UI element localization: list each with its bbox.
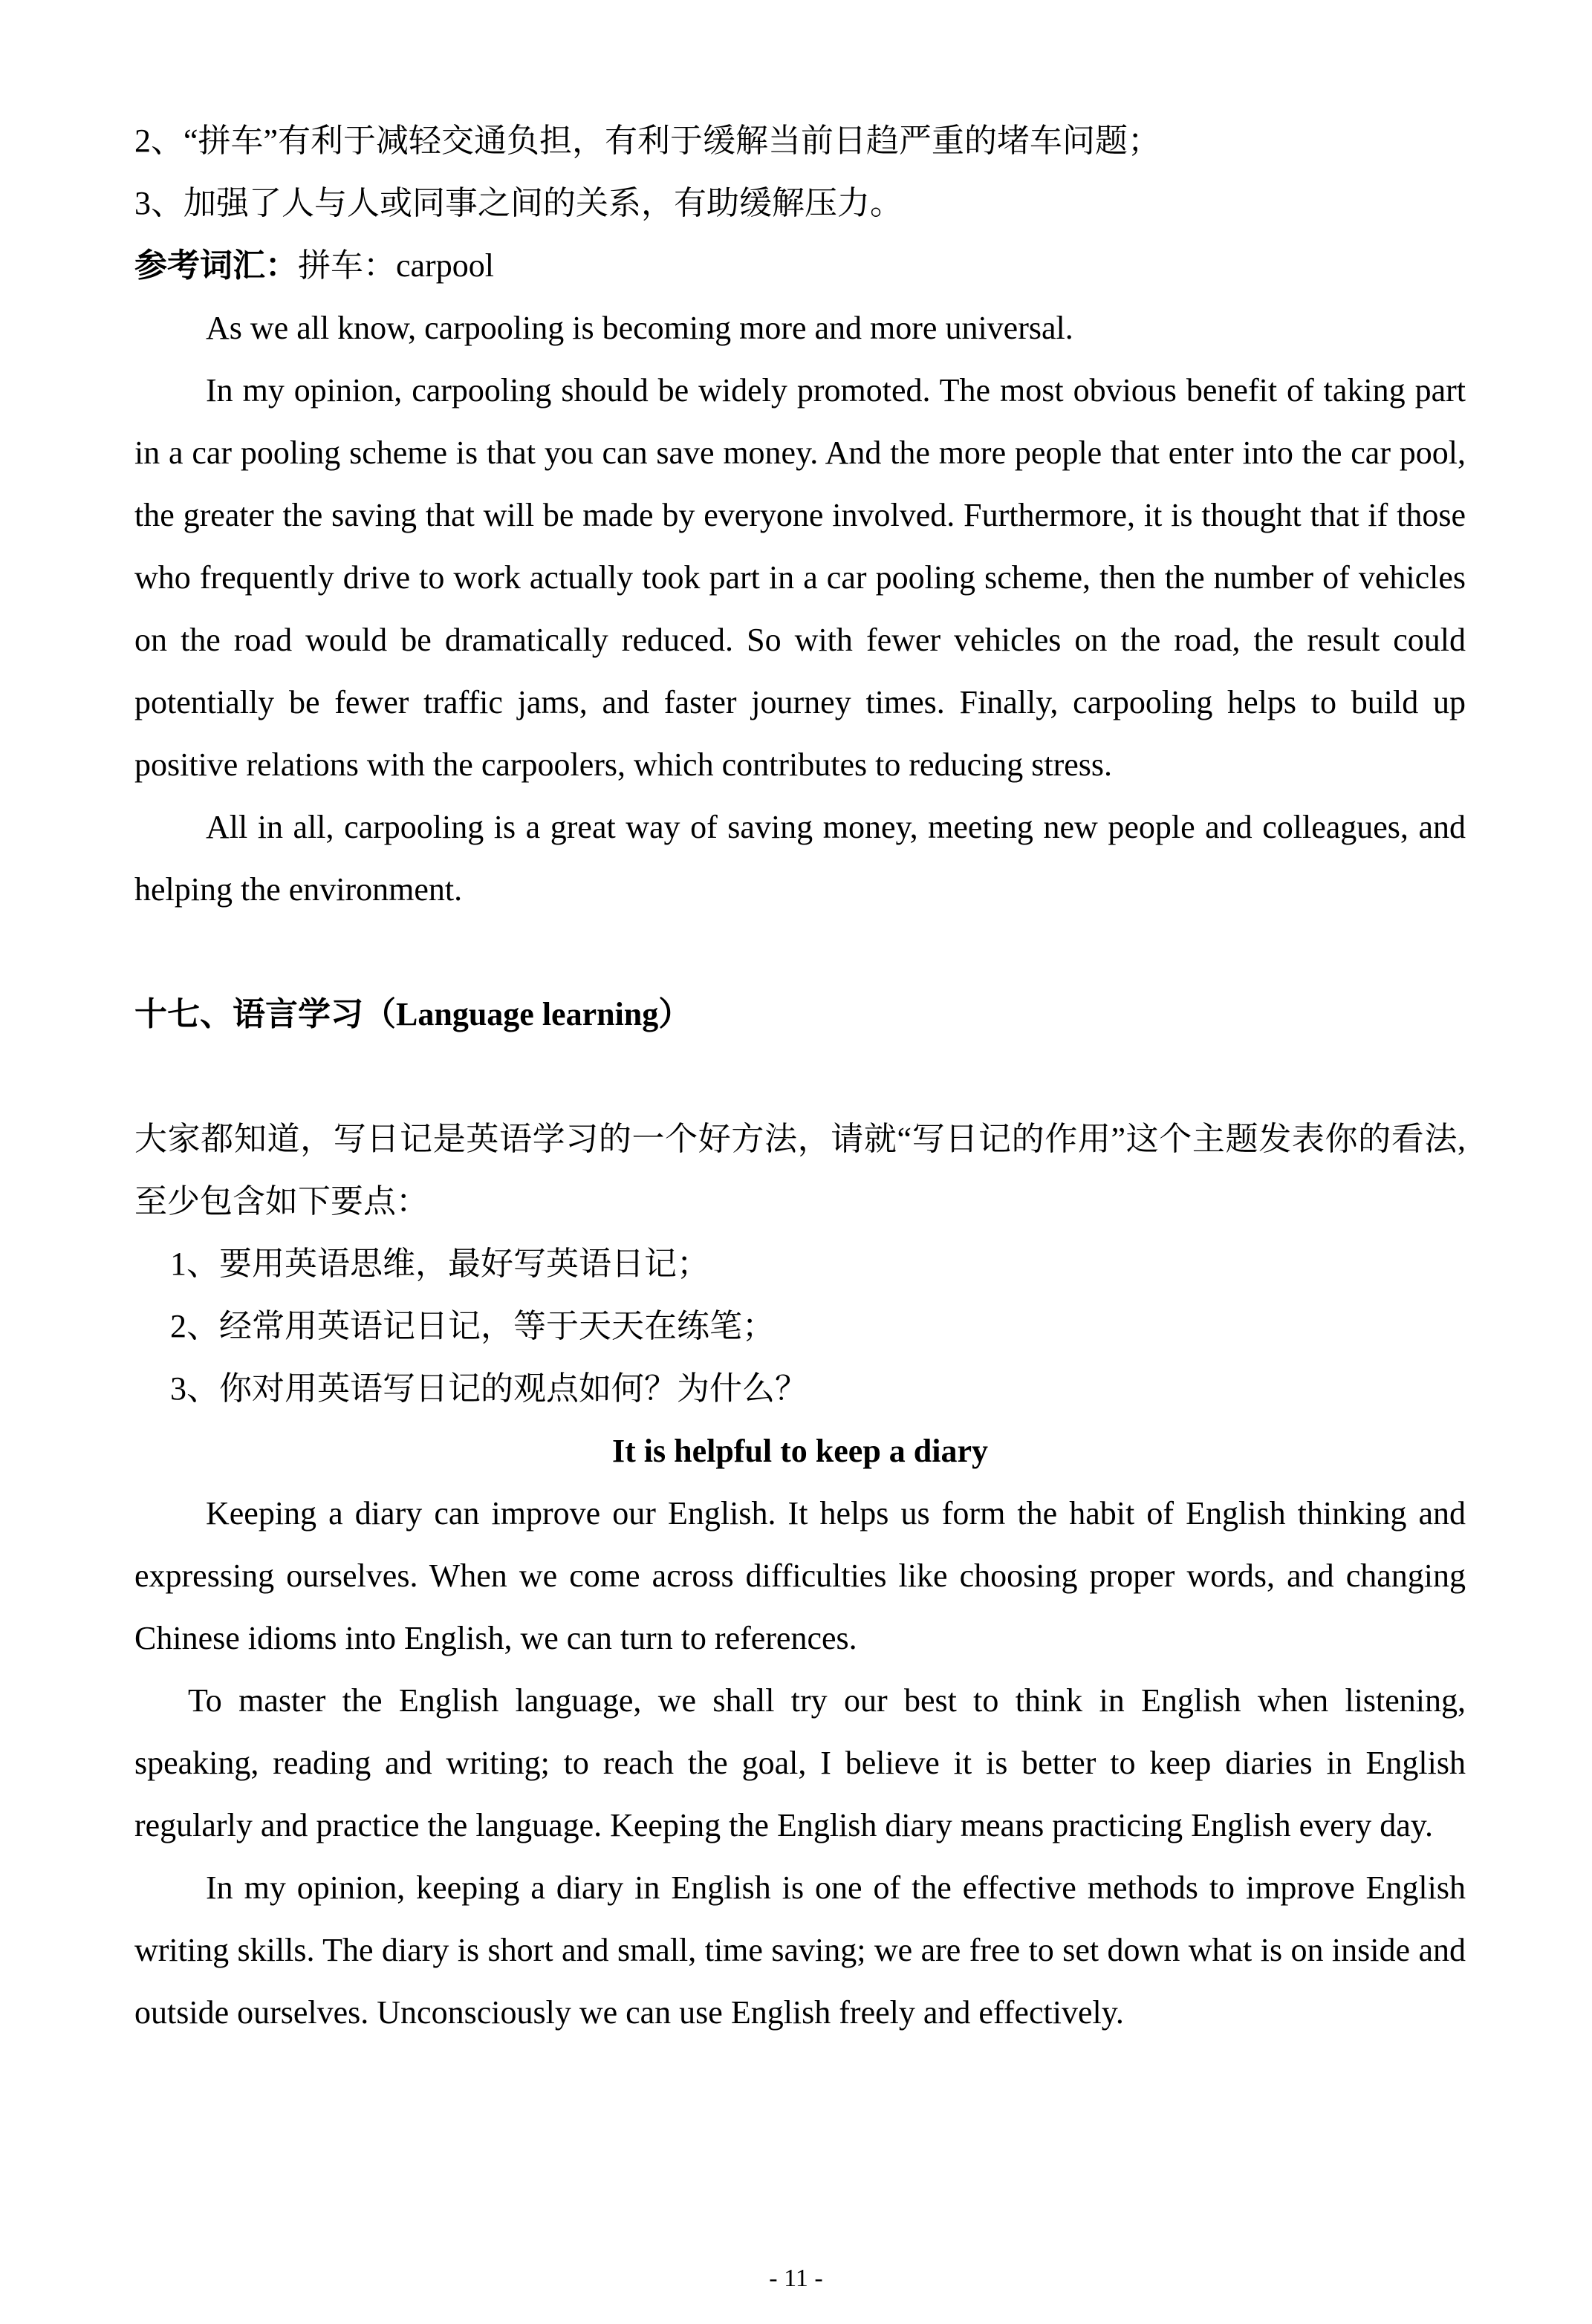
- section-heading: 十七、语言学习（Language learning）: [134, 996, 692, 1032]
- language-prompt: 大家都知道，写日记是英语学习的一个好方法，请就“写日记的作用”这个主题发表你的看法, 至少包含如下要点：: [134, 1121, 1466, 1220]
- carpool-point-2: 2、“拼车”有利于减轻交通负担，有利于缓解当前日趋严重的堵车问题；: [134, 123, 1161, 159]
- diary-essay-paragraph-3: In my opinion, keeping a diary in English is one of the effective methods to improve English writing skills. The diary is short and small, time saving; we are free to set down what is on inside and outside ourselves. Unconsciously we can use English freely and effectively.: [134, 1869, 1466, 2031]
- language-point-3: 3、你对用英语写日记的观点如何？为什么？: [170, 1370, 808, 1407]
- language-point-2: 2、经常用英语记日记，等于天天在练笔；: [170, 1308, 775, 1344]
- vocab-line: [134, 235, 1466, 297]
- carpool-essay-paragraph-2: In my opinion, carpooling should be widely promoted. The most obvious benefit of taking part in a car pooling scheme is that you can save money. And the more people that enter into the car pool, the greater the saving that will be made by everyone involved. Furthermore, it is thought that if those who frequently drive to work actually took part in a car pooling scheme, then the number of vehicles on the road would be dramatically reduced. So with fewer vehicles on the road, the result could potentially be fewer traffic jams, and faster journey times. Finally, carpooling helps to build up positive relations with the carpoolers, which contributes to reducing stress.: [134, 372, 1466, 783]
- vocab-label: 参考词汇：: [134, 247, 298, 284]
- section-gap: [134, 1046, 1466, 1108]
- diary-essay-paragraph-1: Keeping a diary can improve our English. It helps us form the habit of English thinking and expressing ourselves. When we come across difficulties like choosing proper words, and changing Chinese idioms into English, we can turn to references.: [134, 1495, 1466, 1656]
- carpool-essay-paragraph-3: All in all, carpooling is a great way of saving money, meeting new people and colleagues, and helping the environment.: [134, 809, 1466, 908]
- carpool-essay-paragraph-1: As we all know, carpooling is becoming more and more universal.: [206, 310, 1073, 346]
- essay-title: It is helpful to keep a diary: [611, 1433, 989, 1469]
- carpool-point-3: 3、加强了人与人或同事之间的关系，有助缓解压力。: [134, 185, 903, 221]
- section-gap: [134, 921, 1466, 983]
- document-page: [134, 110, 1466, 2044]
- diary-essay-paragraph-2: To master the English language, we shall try our best to think in English when listening, speaking, reading and writing; to reach the goal, I believe it is better to keep diaries in English regularly and practice the language. Keeping the English diary means practicing English every day.: [134, 1682, 1466, 1843]
- page-number: - 11 -: [769, 2265, 823, 2292]
- language-point-1: 1、要用英语思维，最好写英语日记；: [170, 1246, 709, 1282]
- vocab-text: 拼车：carpool: [298, 247, 494, 284]
